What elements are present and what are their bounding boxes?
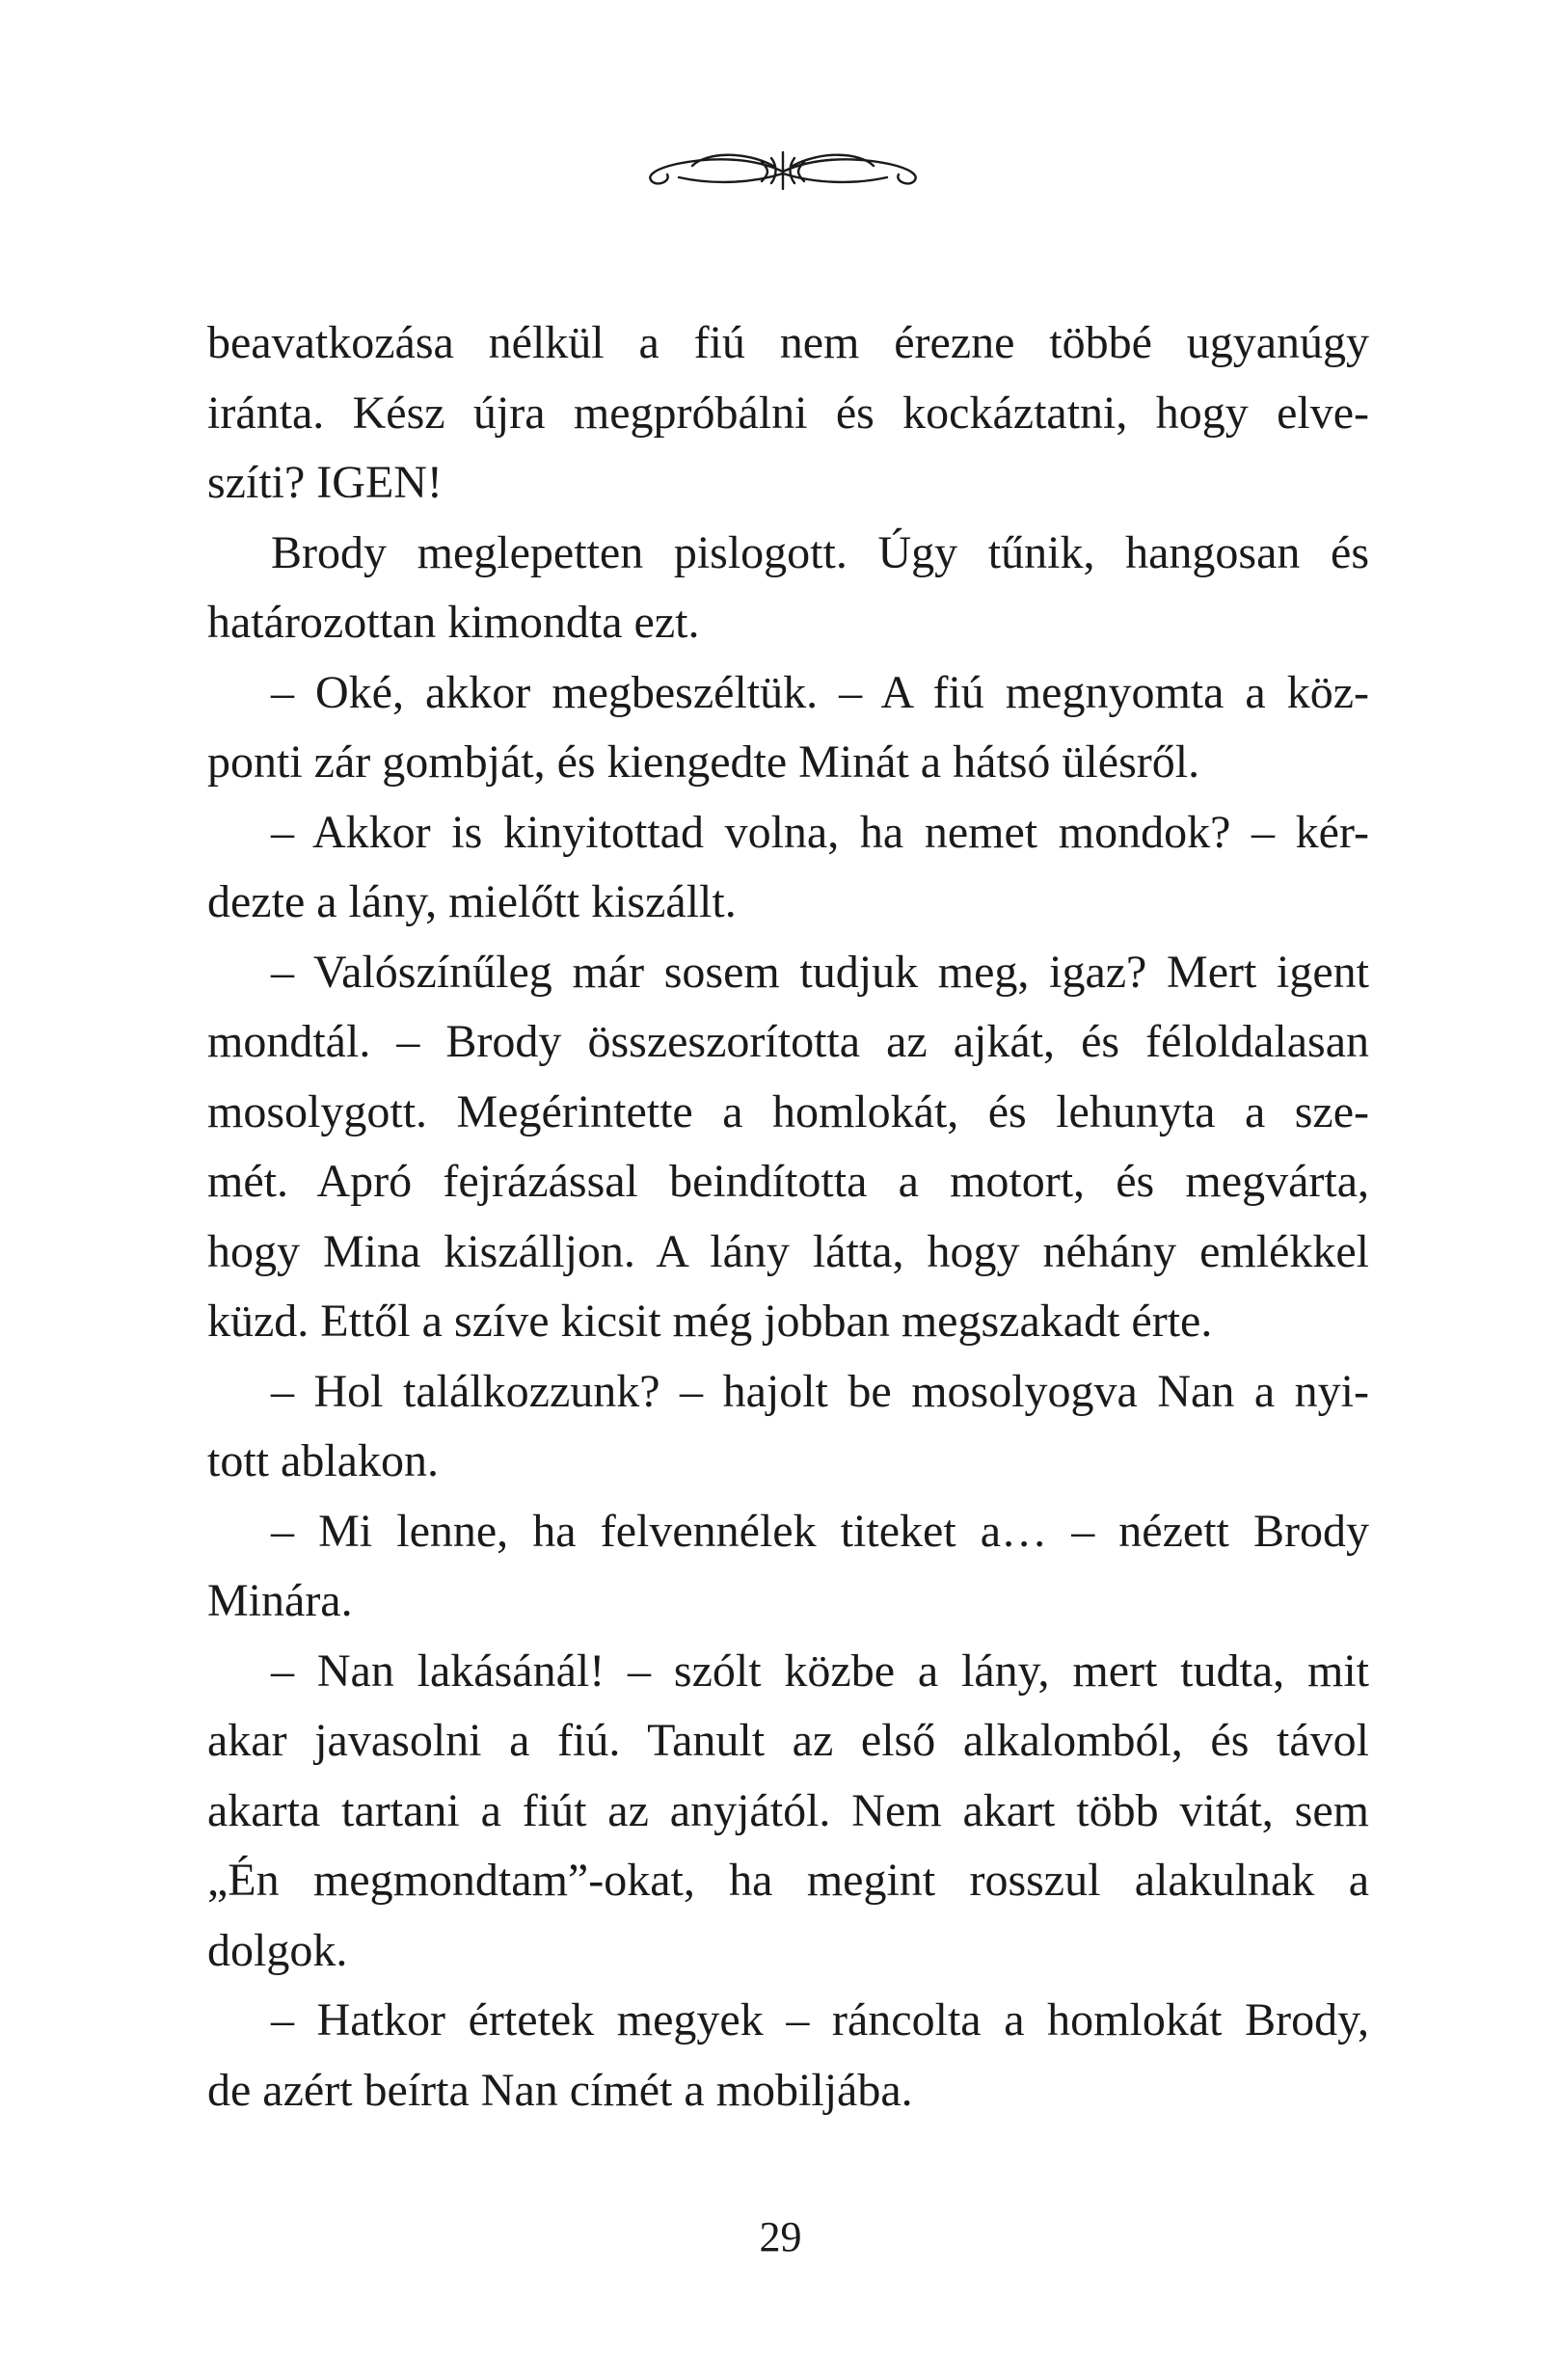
body-text (207, 308, 1369, 2126)
decorative-ornament-icon (638, 145, 928, 195)
text-line: Brody meglepetten pislogott. Úgy tűnik, hangosan és (271, 526, 1369, 578)
text-line: – Valószínűleg már sosem tudjuk meg, igaz? Mert igent (271, 946, 1369, 998)
text-line: tott ablakon. (207, 1435, 439, 1486)
text-line: – Hol találkozzunk? – hajolt be mosolyogva Nan a nyi- (271, 1365, 1369, 1417)
text-line: küzd. Ettől a szíve kicsit még jobban megszakadt érte. (207, 1296, 1213, 1347)
text-line: mosolygott. Megérintette a homlokát, és lehunyta a sze- (207, 1085, 1369, 1137)
text-line: de azért beírta Nan címét a mobiljába. (207, 2064, 913, 2116)
text-line: dolgok. (207, 1924, 348, 1976)
text-line: – Nan lakásánál! – szólt közbe a lány, mert tudta, mit (271, 1645, 1369, 1697)
text-line: – Akkor is kinyitottad volna, ha nemet mondok? – kér- (271, 806, 1369, 858)
text-line: szíti? IGEN! (207, 457, 443, 508)
text-line: akar javasolni a fiú. Tanult az első alkalomból, és távol (207, 1715, 1369, 1766)
text-line: Minára. (207, 1575, 353, 1626)
page-number: 29 (759, 2213, 802, 2260)
text-line: – Mi lenne, ha felvennélek titeket a… – nézett Brody (271, 1505, 1369, 1557)
text-line: dezte a lány, mielőtt kiszállt. (207, 876, 737, 927)
text-line: – Hatkor értetek megyek – ráncolta a homlokát Brody, (271, 1994, 1369, 2046)
text-line: beavatkozása nélkül a fiú nem érezne többé ugyanúgy (207, 317, 1369, 368)
text-line: akarta tartani a fiút az anyjától. Nem akart több vitát, sem (207, 1784, 1369, 1836)
text-line: iránta. Kész újra megpróbálni és kockáztatni, hogy elve- (207, 387, 1369, 439)
text-line: mondtál. – Brody összeszorította az ajkát, és féloldalasan (207, 1016, 1369, 1067)
text-line: határozottan kimondta ezt. (207, 597, 700, 648)
text-line: mét. Apró fejrázással beindította a motort, és megvárta, (207, 1156, 1369, 1207)
text-line: ponti zár gombját, és kiengedte Minát a hátsó ülésről. (207, 736, 1200, 788)
text-line: – Oké, akkor megbeszéltük. – A fiú megnyomta a köz- (271, 666, 1369, 718)
text-line: „Én megmondtam”-okat, ha megint rosszul alakulnak a (207, 1855, 1369, 1906)
text-line: hogy Mina kiszálljon. A lány látta, hogy néhány emlékkel (207, 1225, 1369, 1277)
